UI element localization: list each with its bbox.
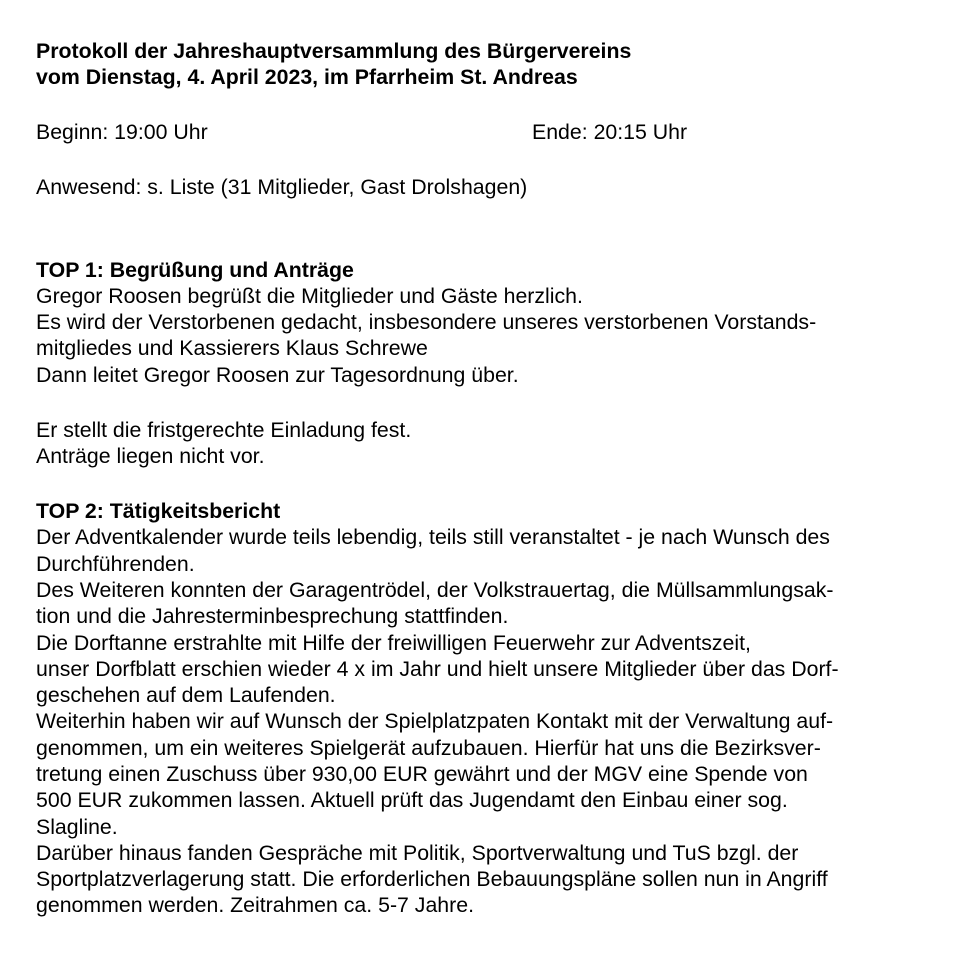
- paragraph-line: tion und die Jahresterminbesprechung stattfinden.: [36, 604, 509, 629]
- paragraph-line: tretung einen Zuschuss über 930,00 EUR gewährt und der MGV eine Spende von: [36, 761, 808, 786]
- section-heading: TOP 2: Tätigkeitsbericht: [36, 499, 281, 524]
- section-top2: [36, 498, 956, 919]
- paragraph-line: Sportplatzverlagerung statt. Die erforderlichen Bebauungspläne sollen nun in Angriff: [36, 867, 828, 892]
- paragraph-line: Dann leitet Gregor Roosen zur Tagesordnung über.: [36, 362, 519, 387]
- paragraph-line: geschehen auf dem Laufenden.: [36, 683, 336, 708]
- section-heading: TOP 1: Begrüßung und Anträge: [36, 257, 354, 282]
- document-title-line-1: Protokoll der Jahreshauptversammlung des Bürgervereins: [36, 39, 632, 63]
- paragraph-line: mitgliedes und Kassierers Klaus Schrewe: [36, 336, 428, 361]
- begin-time: Beginn: 19:00 Uhr: [36, 120, 208, 145]
- spacer: [36, 388, 956, 417]
- paragraph-line: 500 EUR zukommen lassen. Aktuell prüft das Jugendamt den Einbau einer sog.: [36, 788, 788, 813]
- spacer: [36, 469, 956, 498]
- spacer: [36, 91, 956, 120]
- paragraph-line: Darüber hinaus fanden Gespräche mit Politik, Sportverwaltung und TuS bzgl. der: [36, 840, 799, 865]
- spacer: [36, 201, 956, 257]
- paragraph-line: Die Dorftanne erstrahlte mit Hilfe der freiwilligen Feuerwehr zur Adventszeit,: [36, 630, 751, 655]
- section-top1: [36, 257, 956, 470]
- time-row: [36, 119, 956, 145]
- protocol-document: [36, 38, 956, 919]
- paragraph-line: Weiterhin haben wir auf Wunsch der Spielplatzpaten Kontakt mit der Verwaltung auf-: [36, 709, 834, 734]
- spacer: [36, 146, 956, 175]
- paragraph-line: Es wird der Verstorbenen gedacht, insbesondere unseres verstorbenen Vorstands-: [36, 310, 817, 335]
- paragraph-line: genommen werden. Zeitrahmen ca. 5-7 Jahre.: [36, 893, 474, 918]
- paragraph-line: Der Adventkalender wurde teils lebendig, teils still veranstaltet - je nach Wunsch des: [36, 525, 830, 550]
- paragraph-line: Anträge liegen nicht vor.: [36, 444, 265, 469]
- document-title-line-2: vom Dienstag, 4. April 2023, im Pfarrheim St. Andreas: [36, 65, 578, 90]
- paragraph-line: Durchführenden.: [36, 551, 195, 576]
- end-time: Ende: 20:15 Uhr: [532, 120, 688, 145]
- paragraph-line: Gregor Roosen begrüßt die Mitglieder und Gäste herzlich.: [36, 283, 583, 308]
- paragraph-line: genommen, um ein weiteres Spielgerät aufzubauen. Hierfür hat uns die Bezirksver-: [36, 735, 821, 760]
- paragraph-line: Er stellt die fristgerechte Einladung fest.: [36, 417, 412, 442]
- attendance: Anwesend: s. Liste (31 Mitglieder, Gast Drolshagen): [36, 175, 528, 200]
- paragraph-line: unser Dorfblatt erschien wieder 4 x im Jahr und hielt unsere Mitglieder über das Dorf-: [36, 656, 839, 681]
- paragraph-line: Des Weiteren konnten der Garagentrödel, der Volkstrauertag, die Müllsammlungsak-: [36, 577, 834, 602]
- paragraph-line: Slagline.: [36, 814, 118, 839]
